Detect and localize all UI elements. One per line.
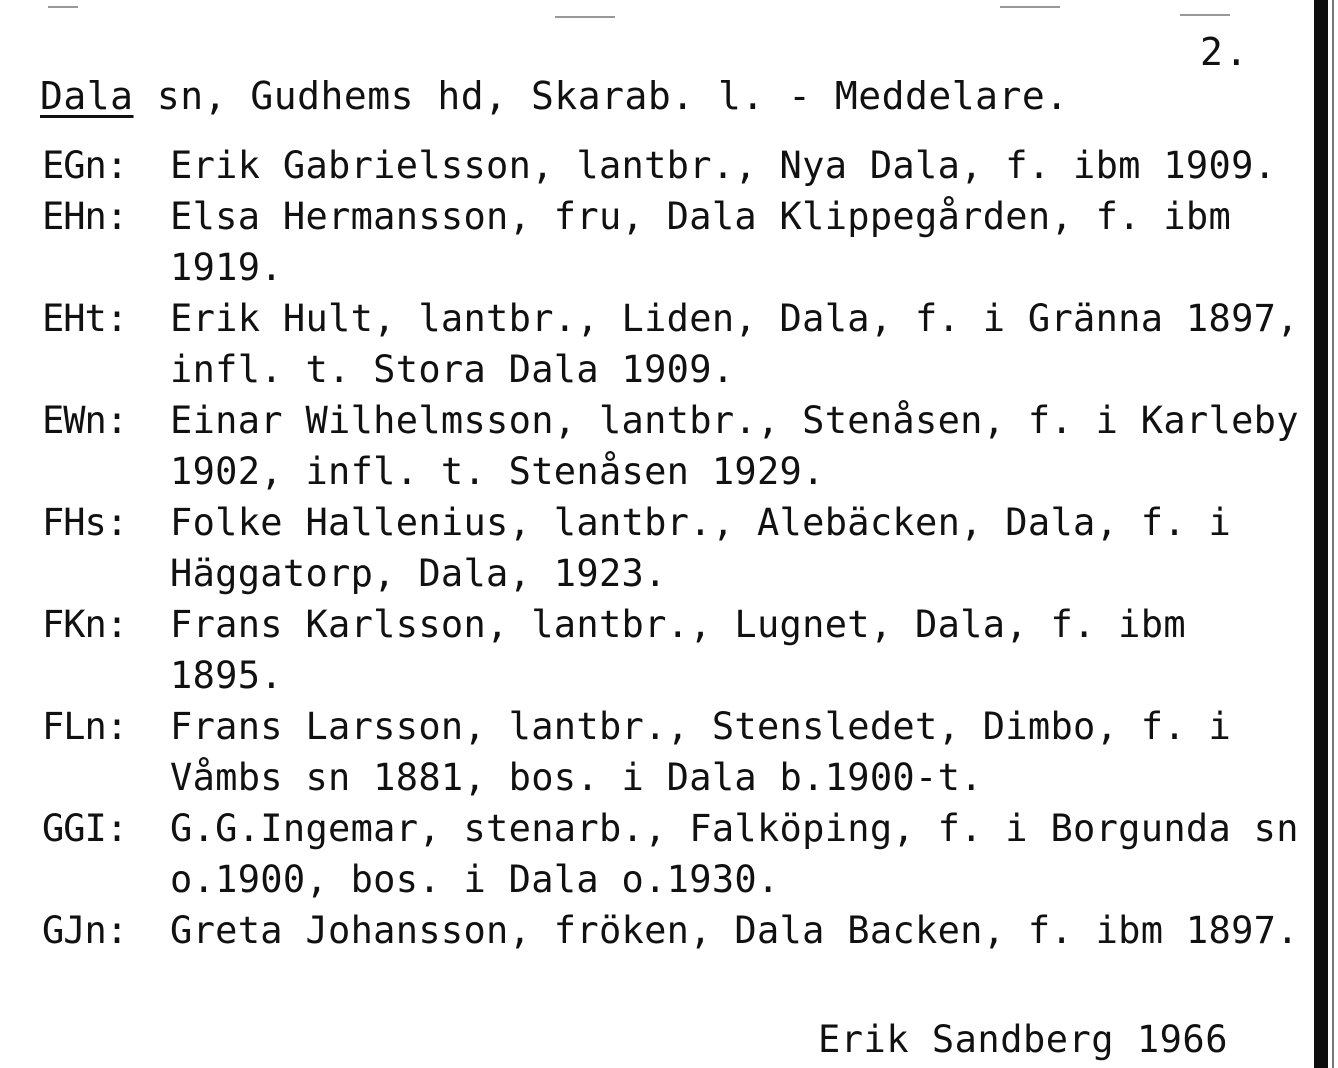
informant-code: FLn: bbox=[42, 705, 128, 748]
informant-details: Erik Hult, lantbr., Liden, Dala, f. i Gränna 1897, infl. t. Stora Dala 1909. bbox=[170, 297, 1299, 391]
scan-mark bbox=[555, 16, 615, 18]
informant-details: Einar Wilhelmsson, lantbr., Stenåsen, f. i Karleby 1902, infl. t. Stenåsen 1929. bbox=[170, 399, 1299, 493]
informant-code: FKn: bbox=[42, 603, 128, 646]
informant-code: EHn: bbox=[42, 195, 128, 238]
informant-details: Frans Karlsson, lantbr., Lugnet, Dala, f. ibm 1895. bbox=[170, 603, 1186, 697]
informant-entry bbox=[42, 905, 1302, 956]
scan-mark bbox=[48, 6, 78, 8]
card-heading bbox=[40, 74, 1069, 118]
informant-details: Folke Hallenius, lantbr., Alebäcken, Dala, f. i Häggatorp, Dala, 1923. bbox=[170, 501, 1232, 595]
informant-details: G.G.Ingemar, stenarb., Falköping, f. i Borgunda sn o.1900, bos. i Dala o.1930. bbox=[170, 807, 1299, 901]
informant-entry bbox=[42, 191, 1302, 293]
card-edge-shadow bbox=[1314, 0, 1328, 1068]
informant-list bbox=[42, 140, 1302, 956]
informant-code: GJn: bbox=[42, 909, 128, 952]
informant-entry bbox=[42, 140, 1302, 191]
informant-entry bbox=[42, 395, 1302, 497]
informant-details: Greta Johansson, fröken, Dala Backen, f. ibm 1897. bbox=[170, 909, 1299, 952]
informant-entry bbox=[42, 293, 1302, 395]
place-name: Dala bbox=[40, 74, 134, 118]
informant-entry bbox=[42, 701, 1302, 803]
scan-mark bbox=[1000, 6, 1060, 8]
informant-details: Frans Larsson, lantbr., Stensledet, Dimbo, f. i Våmbs sn 1881, bos. i Dala b.1900-t. bbox=[170, 705, 1232, 799]
informant-code: FHs: bbox=[42, 501, 128, 544]
informant-entry bbox=[42, 497, 1302, 599]
signature: Erik Sandberg 1966 bbox=[818, 1018, 1228, 1061]
card-edge-line bbox=[1332, 0, 1334, 1068]
informant-code: EGn: bbox=[42, 144, 128, 187]
informant-entry bbox=[42, 803, 1302, 905]
informant-details: Erik Gabrielsson, lantbr., Nya Dala, f. ibm 1909. bbox=[170, 144, 1277, 187]
informant-entry bbox=[42, 599, 1302, 701]
scan-mark bbox=[1180, 14, 1230, 16]
informant-code: EHt: bbox=[42, 297, 128, 340]
heading-description: sn, Gudhems hd, Skarab. l. - Meddelare. bbox=[133, 74, 1069, 118]
informant-details: Elsa Hermansson, fru, Dala Klippegården, f. ibm 1919. bbox=[170, 195, 1232, 289]
informant-code: GGI: bbox=[42, 807, 128, 850]
informant-code: EWn: bbox=[42, 399, 128, 442]
page-number: 2. bbox=[1200, 30, 1250, 74]
